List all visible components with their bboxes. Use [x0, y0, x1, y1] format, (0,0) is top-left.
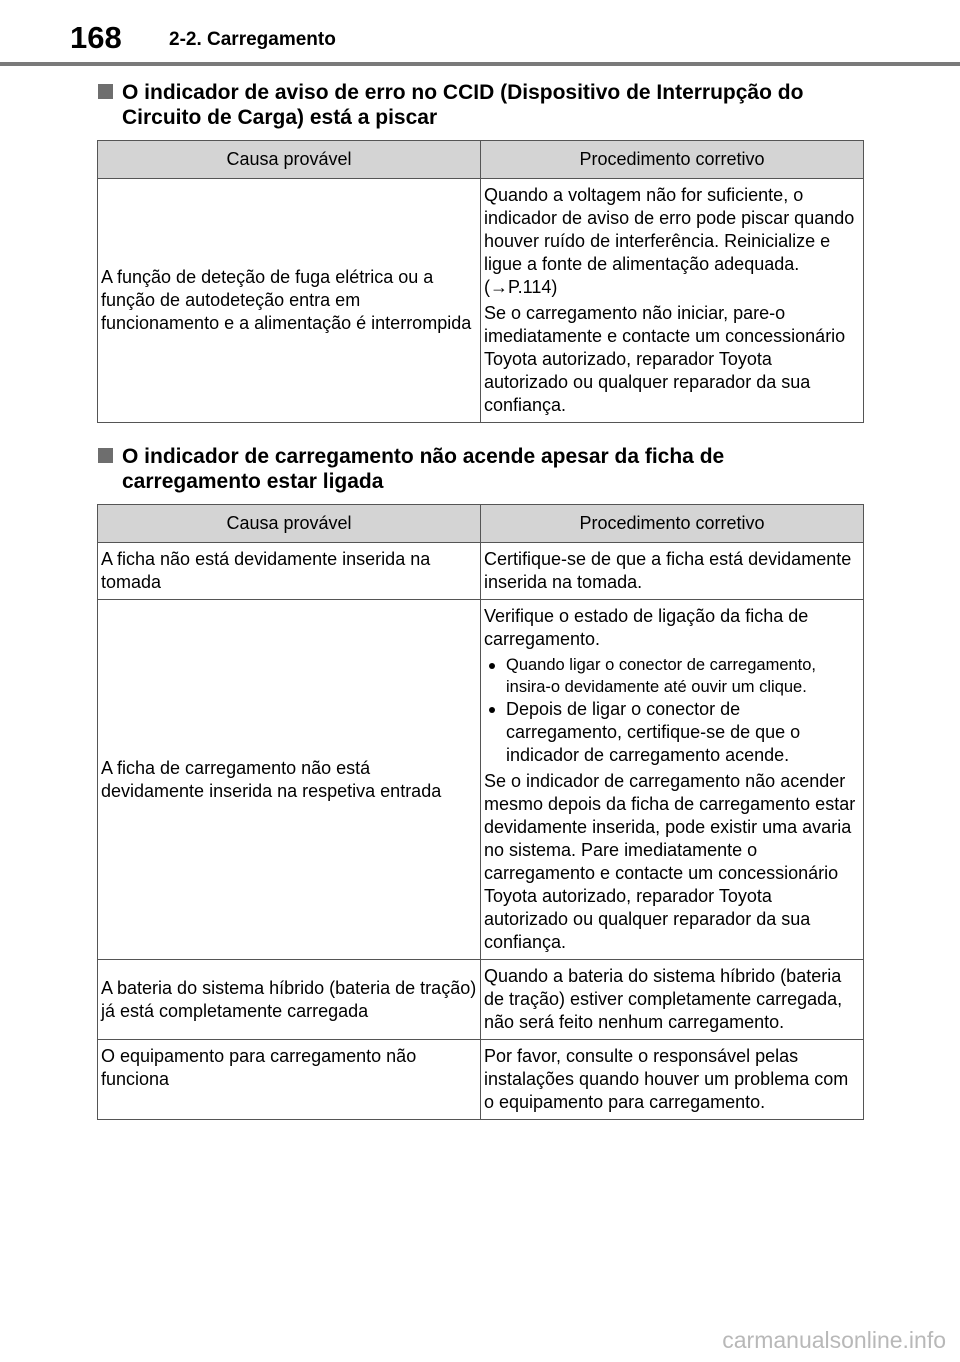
procedure-paragraph: Certifique-se de que a ficha está devidamente inserida na tomada. [484, 549, 852, 592]
cause-cell: A ficha de carregamento não está devidamente inserida na respetiva entrada [98, 600, 481, 960]
table-row [98, 960, 864, 1040]
table-row [98, 179, 864, 423]
procedure-paragraph: Verifique o estado de ligação da ficha de carregamento. [484, 606, 809, 649]
table-row [98, 1040, 864, 1120]
table-row [98, 543, 864, 600]
heading-text: O indicador de aviso de erro no CCID (Dispositivo de Interrupção do Circuito de Carga) está a piscar [122, 81, 804, 129]
section-title: 2-2. Carregamento [169, 29, 336, 50]
procedure-cell [481, 960, 864, 1040]
procedure-paragraph: Se o carregamento não iniciar, pare-o imediatamente e contacte um concessionário Toyota autorizado, reparador Toyota autorizado ou qualquer reparador da sua confiança. [484, 303, 846, 415]
bullet-list [484, 654, 860, 767]
heading-text: O indicador de carregamento não acende apesar da ficha de carregamento estar ligada [122, 445, 725, 493]
list-item-text: Quando ligar o conector de carregamento, insira-o devidamente até ouvir um clique. [506, 656, 817, 696]
procedure-cell [481, 543, 864, 600]
column-header-procedure: Procedimento corretivo [481, 505, 864, 543]
procedure-cell [481, 1040, 864, 1120]
list-item-text: Depois de ligar o conector de carregamento, certifique-se de que o indicador de carregamento acende. [506, 699, 801, 765]
bullet-dot-icon [489, 663, 495, 669]
procedure-paragraph: Se o indicador de carregamento não acender mesmo depois da ficha de carregamento estar devidamente inserida, pode existir uma avaria no sistema. Pare imediatamente o carregamento e contacte um concessionário Toyota autorizado, reparador Toyota autorizado ou qualquer reparador da sua confiança. [484, 771, 856, 952]
column-header-cause: Causa provável [98, 141, 481, 179]
column-header-cause: Causa provável [98, 505, 481, 543]
cause-cell: A bateria do sistema híbrido (bateria de tração) já está completamente carregada [98, 960, 481, 1040]
troubleshooting-table-ccid [97, 140, 864, 423]
cause-cell: A ficha não está devidamente inserida na tomada [98, 543, 481, 600]
page-number: 168 [70, 20, 122, 55]
column-header-procedure: Procedimento corretivo [481, 141, 864, 179]
procedure-cell [481, 600, 864, 960]
procedure-paragraph: Quando a voltagem não for suficiente, o indicador de aviso de erro pode piscar quando houver ruído de interferência. Reinicialize e ligue a fonte de alimentação adequada. (→P.114) [484, 185, 855, 297]
watermark: carmanualsonline.info [722, 1327, 946, 1353]
header-rule [0, 62, 960, 66]
square-bullet-icon [98, 84, 113, 99]
procedure-paragraph: Por favor, consulte o responsável pelas instalações quando houver um problema com o equipamento para carregamento. [484, 1046, 849, 1112]
table-header-row [98, 141, 864, 179]
table-row [98, 600, 864, 960]
procedure-cell [481, 179, 864, 423]
bullet-dot-icon [489, 707, 495, 713]
cause-cell: A função de deteção de fuga elétrica ou a função de autodeteção entra em funcionamento e a alimentação é interrompida [98, 179, 481, 423]
section-heading-charging-indicator [98, 444, 868, 494]
troubleshooting-table-charging [97, 504, 864, 1120]
table-header-row [98, 505, 864, 543]
page-header [0, 0, 960, 58]
square-bullet-icon [98, 448, 113, 463]
section-heading-ccid [98, 80, 868, 130]
procedure-paragraph: Quando a bateria do sistema híbrido (bateria de tração) estiver completamente carregada, não será feito nenhum carregamento. [484, 966, 843, 1032]
list-item [484, 654, 860, 698]
cause-cell: O equipamento para carregamento não funciona [98, 1040, 481, 1120]
list-item [484, 698, 860, 767]
